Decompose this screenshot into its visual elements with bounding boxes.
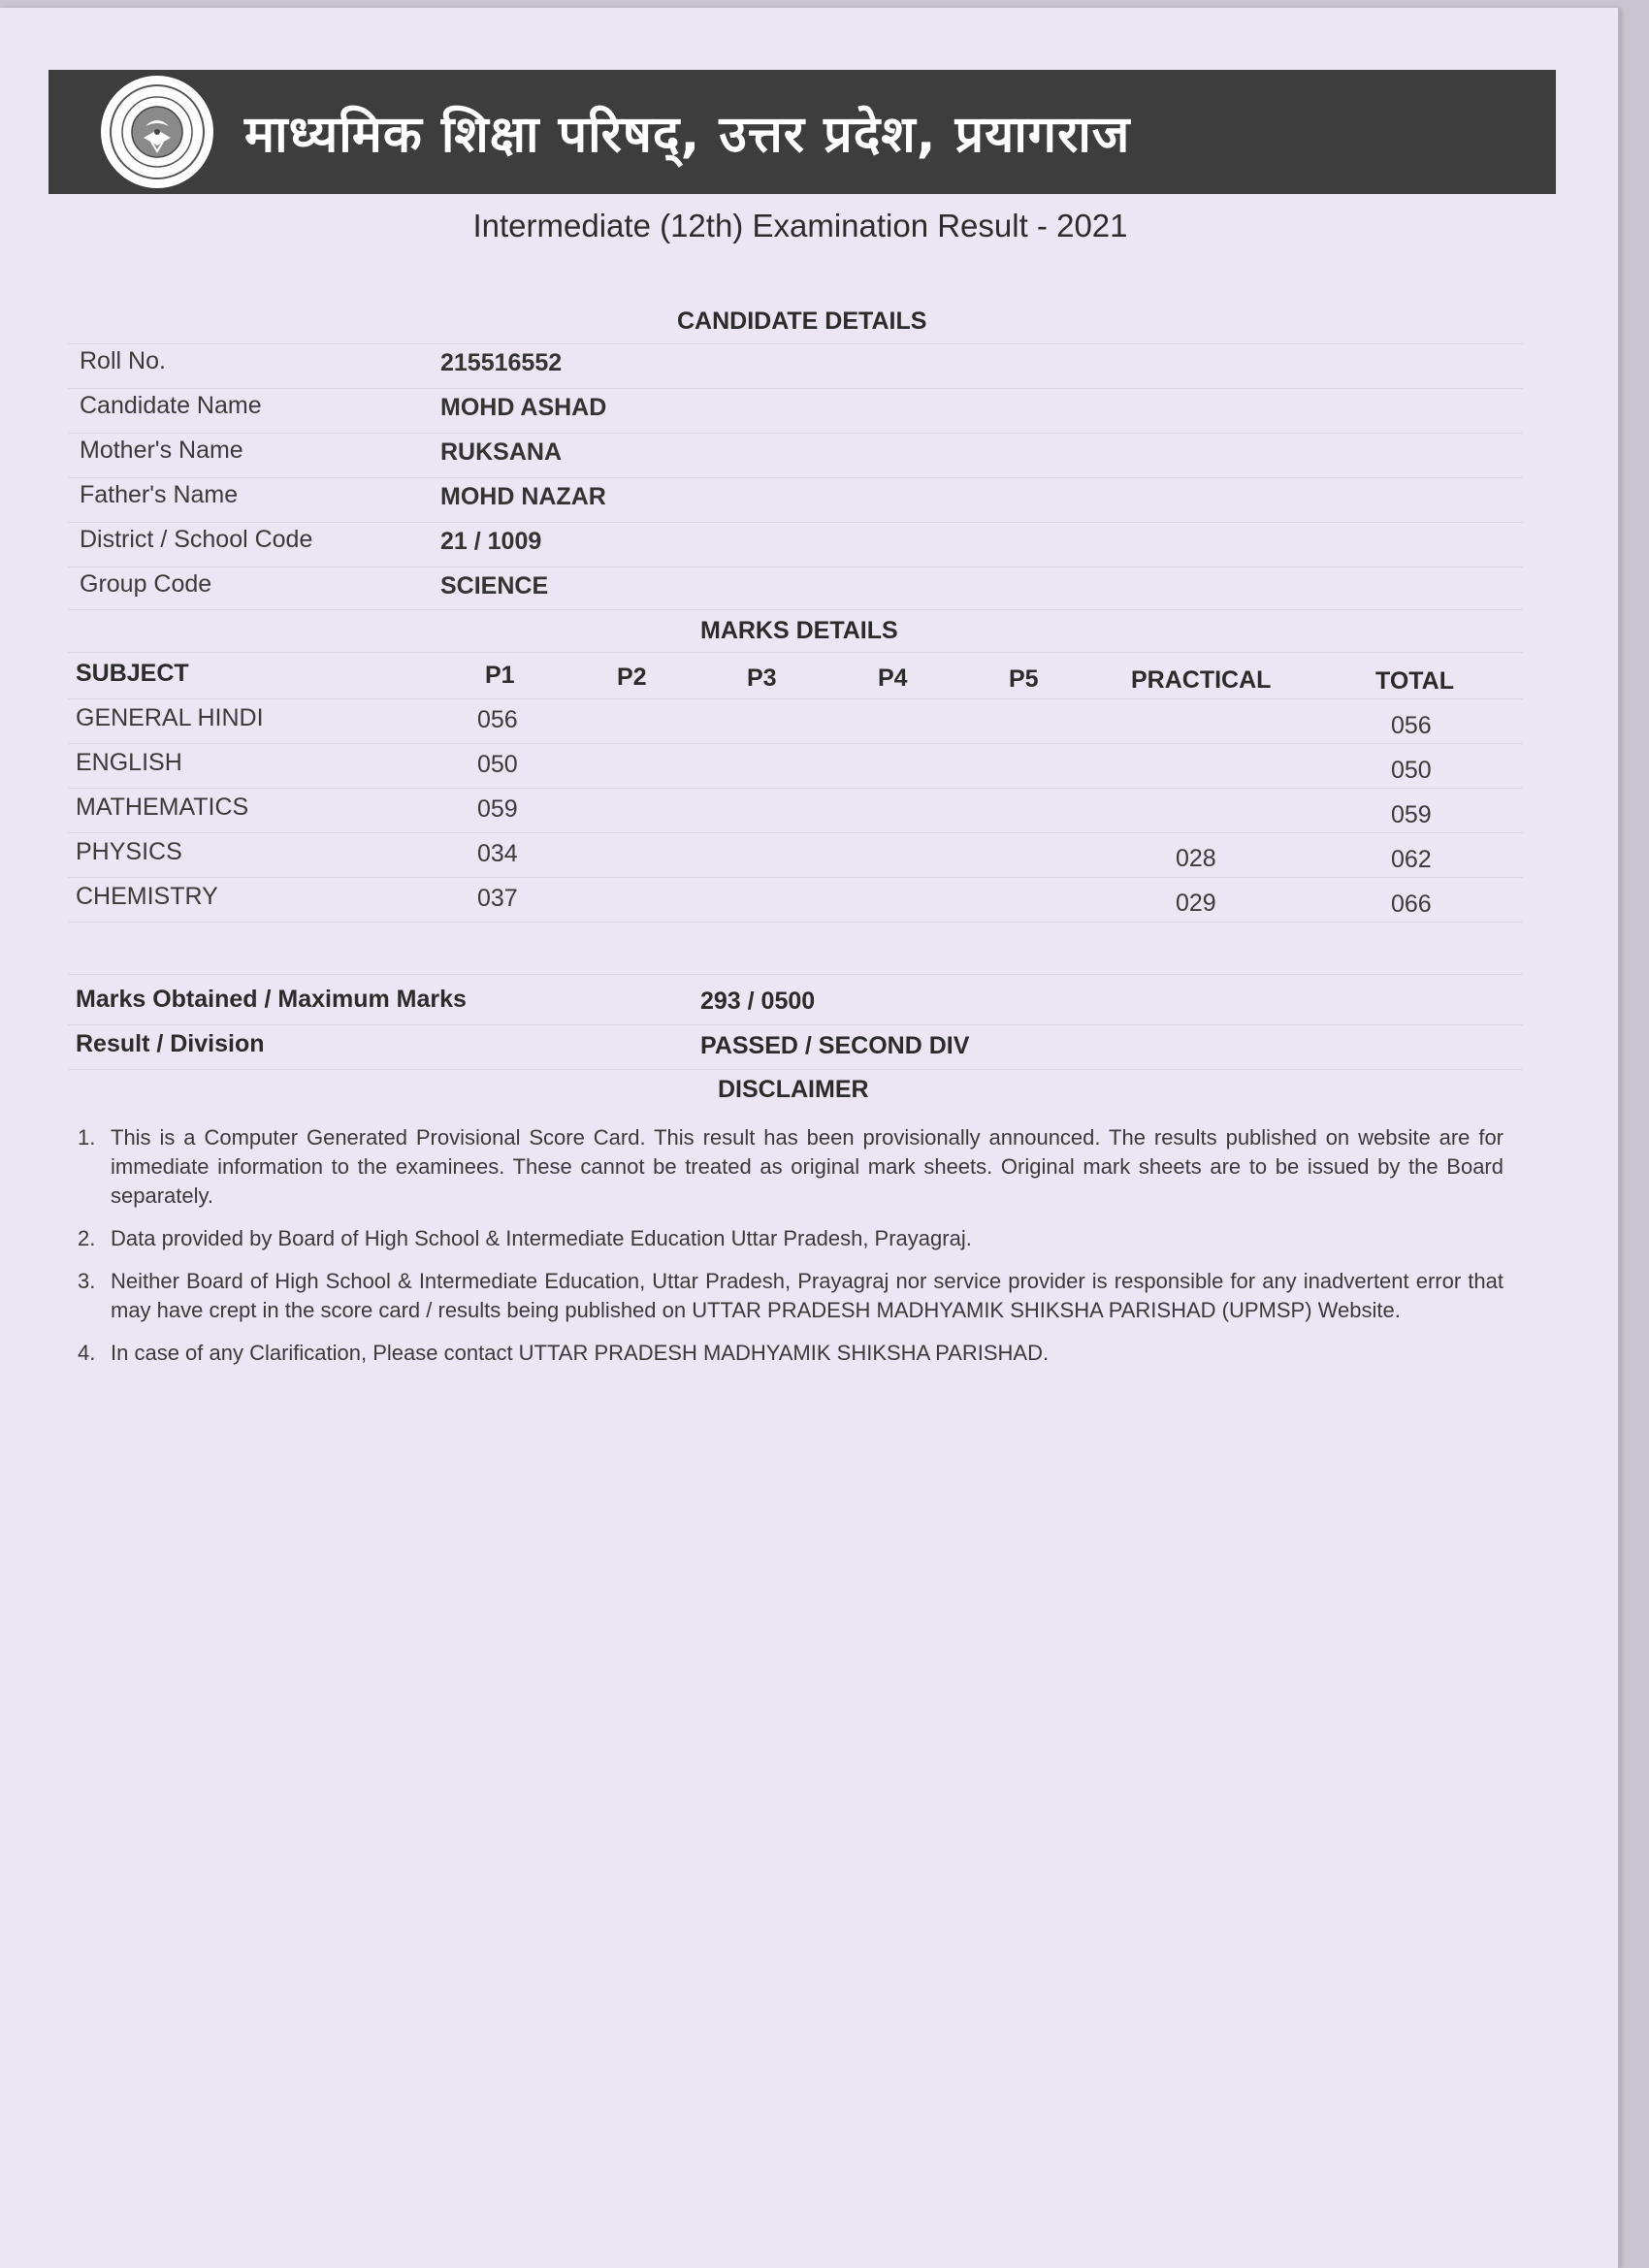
- disclaimer-text: Neither Board of High School & Intermediate Education, Uttar Pradesh, Prayagraj nor service provider is responsible for any inadvertent error that may have crept in the score card / results being published on UTTAR PRADESH MADHYAMIK SHIKSHA PARISHAD (UPMSP) Website.: [111, 1269, 1504, 1322]
- p1-mark: 050: [477, 751, 518, 778]
- divider: [68, 698, 1523, 699]
- disclaimer-heading: DISCLAIMER: [718, 1076, 869, 1103]
- district-school-code-value: 21 / 1009: [440, 528, 542, 555]
- total-mark: 062: [1391, 846, 1432, 873]
- result-division-value: PASSED / SECOND DIV: [700, 1032, 970, 1059]
- p3-column-header: P3: [747, 664, 777, 692]
- p1-mark: 037: [477, 885, 518, 912]
- disclaimer-number: 3.: [78, 1269, 96, 1293]
- subject-name: CHEMISTRY: [76, 883, 218, 910]
- total-mark: 050: [1391, 757, 1432, 784]
- total-mark: 066: [1391, 891, 1432, 918]
- p5-column-header: P5: [1009, 665, 1039, 693]
- divider: [68, 433, 1523, 434]
- divider: [68, 1069, 1523, 1070]
- p1-column-header: P1: [485, 662, 515, 689]
- divider: [68, 974, 1523, 975]
- p1-mark: 059: [477, 795, 518, 823]
- mother-name-value: RUKSANA: [440, 438, 562, 466]
- marks-obtained-label: Marks Obtained / Maximum Marks: [76, 986, 467, 1013]
- mother-name-label: Mother's Name: [80, 437, 243, 464]
- marks-details-heading: MARKS DETAILS: [700, 617, 898, 644]
- divider: [68, 877, 1523, 878]
- candidate-name-value: MOHD ASHAD: [440, 394, 607, 421]
- candidate-details-heading: CANDIDATE DETAILS: [677, 308, 927, 335]
- header-banner: [48, 70, 1556, 194]
- disclaimer-text: Data provided by Board of High School & Intermediate Education Uttar Pradesh, Prayagraj.: [111, 1226, 972, 1250]
- divider: [68, 388, 1523, 389]
- subject-name: PHYSICS: [76, 838, 182, 865]
- list-item: [78, 1339, 1504, 1368]
- marks-obtained-value: 293 / 0500: [700, 988, 816, 1015]
- exam-title: Intermediate (12th) Examination Result - 2021: [472, 208, 1128, 243]
- father-name-value: MOHD NAZAR: [440, 483, 606, 510]
- father-name-label: Father's Name: [80, 481, 239, 508]
- practical-column-header: PRACTICAL: [1131, 666, 1272, 694]
- subject-name: MATHEMATICS: [76, 794, 249, 821]
- district-school-code-label: District / School Code: [80, 526, 313, 553]
- roll-no-value: 215516552: [440, 349, 563, 376]
- disclaimer-list: [78, 1123, 1504, 1381]
- practical-mark: 028: [1176, 845, 1216, 872]
- total-column-header: TOTAL: [1375, 667, 1455, 695]
- divider: [68, 652, 1523, 653]
- divider: [68, 477, 1523, 478]
- divider: [68, 522, 1523, 523]
- disclaimer-number: 1.: [78, 1125, 96, 1150]
- list-item: [78, 1224, 1504, 1253]
- list-item: [78, 1267, 1504, 1325]
- divider: [68, 1024, 1523, 1025]
- p1-mark: 056: [477, 706, 518, 733]
- disclaimer-text: In case of any Clarification, Please contact UTTAR PRADESH MADHYAMIK SHIKSHA PARISHAD.: [111, 1341, 1050, 1365]
- divider: [68, 609, 1523, 610]
- p2-column-header: P2: [617, 664, 647, 691]
- disclaimer-text: This is a Computer Generated Provisional Score Card. This result has been provisionally announced. The results published on website are for immediate information to the examinees. These cannot be treated as original mark sheets. Original mark sheets are to be issued by the Board separately.: [111, 1125, 1504, 1208]
- p4-column-header: P4: [878, 664, 908, 692]
- group-code-label: Group Code: [80, 570, 212, 598]
- subject-column-header: SUBJECT: [76, 660, 189, 687]
- divider: [68, 922, 1523, 923]
- p1-mark: 034: [477, 840, 518, 867]
- group-code-value: SCIENCE: [440, 572, 549, 599]
- subject-name: ENGLISH: [76, 749, 182, 776]
- list-item: [78, 1123, 1504, 1211]
- result-sheet: [0, 8, 1620, 2268]
- candidate-name-label: Candidate Name: [80, 392, 262, 419]
- result-division-label: Result / Division: [76, 1030, 265, 1057]
- divider: [68, 832, 1523, 833]
- total-mark: 056: [1391, 712, 1432, 739]
- divider: [68, 788, 1523, 789]
- divider: [68, 343, 1523, 344]
- divider: [68, 743, 1523, 744]
- board-title-hindi: माध्यमिक शिक्षा परिषद्, उत्तर प्रदेश, प्रयागराज: [244, 105, 1131, 164]
- subject-name: GENERAL HINDI: [76, 704, 264, 731]
- roll-no-label: Roll No.: [80, 347, 166, 374]
- total-mark: 059: [1391, 801, 1432, 828]
- practical-mark: 029: [1176, 890, 1216, 917]
- disclaimer-number: 4.: [78, 1341, 96, 1365]
- disclaimer-number: 2.: [78, 1226, 96, 1250]
- up-government-seal-icon: [101, 76, 213, 188]
